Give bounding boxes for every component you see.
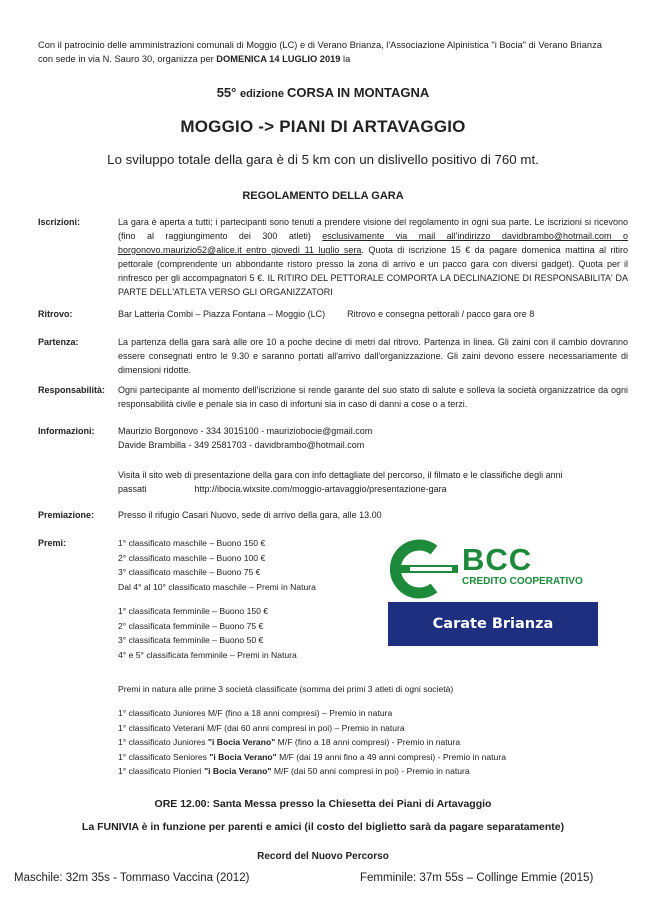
club-name: "i Bocia Verano" xyxy=(207,737,276,748)
edition-word: edizione xyxy=(239,88,288,100)
club-name: "i Bocia Verano" xyxy=(209,751,277,762)
prize-female-2: 2° classificata femminile – Buono 75 € xyxy=(118,620,264,631)
responsabilita-label: Responsabilità: xyxy=(38,385,106,395)
ritrovo-note: Ritrovo e consegna pettorali / pacco gara ore 8 xyxy=(347,309,535,319)
edition-heading xyxy=(0,85,646,100)
ritrovo-text xyxy=(118,307,628,321)
event-date: DOMENICA 14 LUGLIO 2019 xyxy=(216,54,341,64)
mass-info: ORE 12.00: Santa Messa presso la Chiesetta dei Piani di Artavaggio xyxy=(154,798,492,810)
contact-davide: Davide Brambilla - 349 2581703 - davidbrambo@hotmail.com xyxy=(118,440,365,450)
website-line xyxy=(118,482,628,496)
prize-text: 1° classificato Pionieri xyxy=(118,766,205,777)
bcc-tagline: CREDITO COOPERATIVO xyxy=(462,576,583,587)
intro-text-end: la xyxy=(340,54,351,64)
female-prizes xyxy=(118,604,297,662)
race-summary: Lo sviluppo totale della gara è di 5 km con un dislivello positivo di 760 mt. xyxy=(107,152,539,167)
route-title: MOGGIO -> PIANI DI ARTAVAGGIO xyxy=(180,117,466,136)
edition-number: 55° xyxy=(216,85,240,100)
ritrovo-place: Bar Latteria Combi – Piazza Fontana – Moggio (LC) xyxy=(118,309,326,319)
prize-text: 1° classificato Juniores xyxy=(118,737,208,748)
prize-text: 1° classificato Veterani M/F (dai 60 anni compresi in poi) – Premio in natura xyxy=(118,722,405,733)
branch-name: Carate Brianza xyxy=(432,616,554,632)
partenza-label: Partenza: xyxy=(38,337,79,347)
funivia-info: La FUNIVIA è in funzione per parenti e amici (il costo del biglietto sarà da pagare separatamente) xyxy=(81,821,565,833)
premi-label: Premi: xyxy=(38,538,67,548)
prize-text: 1° classificato Seniores xyxy=(118,751,210,762)
prize-female-3: 3° classificata femminile – Buono 50 € xyxy=(118,635,264,646)
prize-female-1: 1° classificata femminile – Buono 150 € xyxy=(118,606,269,616)
regulations-title: REGOLAMENTO DELLA GARA xyxy=(242,190,404,202)
branch-banner xyxy=(388,602,598,646)
race-name: CORSA IN MONTAGNA xyxy=(287,85,430,100)
prize-text: 1° classificato Juniores M/F (fino a 18 anni compresi) – Premio in natura xyxy=(118,708,393,718)
responsabilita-text: Ogni partecipante al momento dell'iscrizione si rende garante del suo stato di salute e solleva la società organizzatrice da ogni responsabilità civile e penale sia in caso di infortuni sia in caso di danni a cose o a terzi. xyxy=(118,385,628,409)
website-text: Visita il sito web di presentazione della gara con info dettagliate del percorso, il filmato e le classifiche degli anni xyxy=(118,470,563,480)
society-prize: Premi in natura alle prime 3 società classificate (somma dei primi 3 atleti di ogni società) xyxy=(118,684,454,694)
sponsor-logo xyxy=(388,536,598,646)
prize-pionieri-bocia xyxy=(118,764,506,779)
male-prizes xyxy=(118,536,316,594)
intro-paragraph xyxy=(38,38,618,66)
iscrizioni-text-1: La gara è aperta a tutti; i partecipanti sono tenuti a prendere visione del regolamento in ogni sua parte. Le iscrizioni si ricevono (fino al raggiungimento dei 300 atleti) xyxy=(118,217,628,241)
record-female: Femminile: 37m 55s – Collinge Emmie (2015) xyxy=(360,872,594,884)
prize-veterani xyxy=(118,721,506,736)
prize-male-3: 3° classificato maschile – Buono 75 € xyxy=(118,567,261,578)
iscrizioni-email-note: esclusivamente via mail all'indirizzo davidbrambo@hotmail.com o borgonovo.maurizio52@alice.it entro giovedì 11 luglio sera xyxy=(118,231,629,255)
bcc-logo xyxy=(388,536,598,600)
website-info xyxy=(118,468,628,496)
iscrizioni-text xyxy=(118,215,628,299)
special-prizes xyxy=(118,706,506,779)
prize-seniores-bocia xyxy=(118,750,506,765)
prize-juniores xyxy=(118,706,506,721)
prize-text: M/F (dai 50 anni compresi in poi) - Premio in natura xyxy=(271,766,470,777)
iscrizioni-text-2: . Quota di iscrizione 15 € da pagare domenica mattina al ritiro pettorale (comprendente un abbondante ristoro presso la zona di arrivo e un pacco gara con diversi gadget). Quota per il rinfresco per gli accompagnatori 5 €. IL RITIRO DEL PETTORALE COMPORTA LA DECLINAZIONE DI RESPONSABILITA' DA PARTE DELL'ATLETA VERSO GLI ORGANIZZATORI xyxy=(118,245,628,297)
premiazione-text: Presso il rifugio Casari Nuovo, sede di arrivo della gara, alle 13.00 xyxy=(118,510,382,520)
prize-male-1: 1° classificato maschile – Buono 150 € xyxy=(118,538,266,548)
bcc-emblem-icon xyxy=(390,538,460,600)
record-title: Record del Nuovo Percorso xyxy=(257,851,389,862)
premiazione-label: Premiazione: xyxy=(38,510,95,520)
prize-male-2: 2° classificato maschile – Buono 100 € xyxy=(118,552,266,563)
prize-juniores-bocia xyxy=(118,735,506,750)
prize-male-4-10: Dal 4° al 10° classificato maschile – Premi in Natura xyxy=(118,581,316,592)
informazioni-label: Informazioni: xyxy=(38,426,95,436)
prize-text: M/F (fino a 18 anni compresi) - Premio in natura xyxy=(275,737,461,748)
website-link[interactable]: http://ibocia.wixsite.com/moggio-artavaggio/presentazione-gara xyxy=(194,484,447,494)
website-passati: passati xyxy=(118,484,147,494)
contact-maurizio: Maurizio Borgonovo - 334 3015100 - mauriziobocie@gmail.com xyxy=(118,426,373,436)
iscrizioni-label: Iscrizioni: xyxy=(38,217,81,227)
intro-text: Con il patrocinio delle amministrazioni comunali di Moggio (LC) e di Verano Brianza, l'Associazione Alpinistica "i Bocia" di Verano Brianza con sede in via N. Sauro 30, organizza per xyxy=(38,40,602,64)
prize-female-4-5: 4° e 5° classificata femminile – Premi in Natura xyxy=(118,649,297,660)
ritrovo-label: Ritrovo: xyxy=(38,309,73,319)
bcc-brand: BCC xyxy=(462,542,533,577)
record-male: Maschile: 32m 35s - Tommaso Vaccina (2012) xyxy=(14,872,250,884)
informazioni-contacts xyxy=(118,424,628,452)
partenza-text: La partenza della gara sarà alle ore 10 a poche decine di metri dal ritrovo. Partenza in linea. Gli zaini con il cambio dovranno essere consegnati entro le 9.30 e saranno portati all'arrivo dall'organizzazione. Gli zaini devono essere necessariamente di dimensioni ridotte. xyxy=(118,337,628,375)
club-name: "i Bocia Verano" xyxy=(204,766,272,777)
prize-text: M/F (dai 19 anni fino a 49 anni compresi) - Premio in natura xyxy=(276,751,506,762)
